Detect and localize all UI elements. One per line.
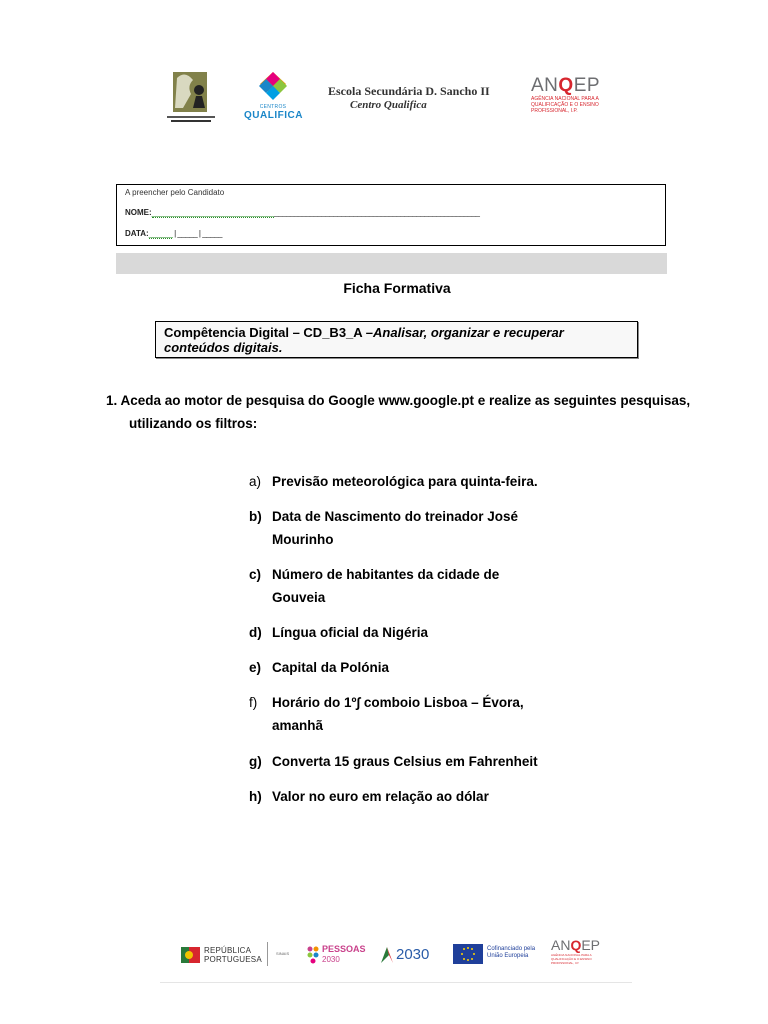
footer-anqep-subtitle: AGÊNCIA NACIONAL PARA A QUALIFICAÇÃO E O ENSINO PROFISSIONAL, I.P. [551, 953, 592, 965]
item-text: Número de habitantes da cidade de [272, 567, 500, 582]
pessoas-dots-icon [306, 945, 320, 965]
item-label: e) [249, 660, 262, 675]
agrupamento-logo [163, 68, 219, 124]
cq-small-text: CENTROS [259, 104, 287, 110]
list-item [249, 785, 569, 808]
centro-qualifica-logo [244, 70, 302, 126]
school-line1: Escola Secundária D. Sancho II [328, 84, 490, 98]
footer-anqep-logo [551, 938, 631, 965]
eu-flag-icon [453, 944, 483, 964]
list-item [249, 563, 569, 609]
item-text: Converta 15 graus Celsius em Fahrenheit [272, 754, 538, 769]
item-label: d) [249, 625, 262, 640]
pessoas-text: PESSOAS [322, 944, 366, 954]
year-2030-text: 2030 [396, 946, 430, 963]
date-row[interactable] [125, 229, 222, 238]
item-label: a) [249, 474, 262, 489]
item-text: Capital da Polónia [272, 660, 390, 675]
portuguesa-text: PORTUGUESA [204, 955, 262, 964]
name-fill-green: _______________________________ [151, 208, 275, 217]
footer-anqep-pre: AN [551, 937, 571, 953]
anqep-subtitle: AGÊNCIA NACIONAL PARA A QUALIFICAÇÃO E O ENSINO PROFISSIONAL, I.P. [531, 96, 599, 114]
portugal-2030-logo [379, 944, 435, 966]
candidate-box [116, 184, 666, 246]
footer-anqep-post: EP [581, 937, 601, 953]
republica-portuguesa-logo [180, 944, 264, 966]
document-title: Ficha Formativa [343, 280, 451, 296]
name-fill: ____________________________________________________ [274, 208, 480, 217]
anqep-pre: AN [531, 75, 559, 96]
item-text-line2: amanhã [272, 718, 324, 733]
item-text: Previsão meteorológica para quinta-feira. [272, 474, 538, 489]
name-row[interactable] [125, 208, 479, 217]
date-fill-green: ______ [148, 229, 173, 238]
item-label: b) [249, 509, 262, 524]
list-item [249, 656, 569, 679]
pessoas-year: 2030 [322, 955, 340, 964]
item-label: h) [249, 789, 262, 804]
republica-flag-icon [180, 944, 202, 966]
eu-text: Cofinanciado pela União Europeia [487, 946, 536, 959]
item-label: f) [249, 695, 258, 710]
question-1 [106, 389, 736, 435]
competence-prefix: Compêtencia Digital – CD_B3_A – [164, 325, 374, 340]
footer-small-text: SINAIS [276, 951, 290, 956]
item-label: g) [249, 754, 262, 769]
item-text: Língua oficial da Nigéria [272, 625, 429, 640]
item-text: Data de Nascimento do treinador José [272, 509, 519, 524]
anqep-q: Q [558, 75, 574, 96]
item-text-line2: Mourinho [272, 532, 334, 547]
footer-anqep-q: Q [570, 937, 582, 953]
question-1-line2: utilizando os filtros: [129, 416, 258, 431]
school-name [328, 84, 508, 111]
competence-box [155, 321, 638, 358]
footer-logos [160, 930, 632, 983]
pessoas-2030-logo [306, 943, 366, 967]
item-text: Horário do 1º∫ comboio Lisboa – Évora, [272, 695, 524, 710]
name-label: NOME: [125, 208, 152, 217]
item-label: c) [249, 567, 262, 582]
list-item [249, 470, 569, 493]
anqep-logo [531, 76, 631, 114]
date-fill: | _____ | _____ [172, 229, 222, 238]
portugal-2030-icon [379, 945, 395, 965]
date-label: DATA: [125, 229, 149, 238]
question-1-line1: 1. Aceda ao motor de pesquisa do Google www.google.pt e realize as seguintes pesquisas, [106, 393, 691, 408]
item-text: Valor no euro em relação ao dólar [272, 789, 489, 804]
republica-text: REPÚBLICA [204, 946, 252, 955]
school-line2: Centro Qualifica [350, 99, 427, 111]
list-item [249, 750, 569, 773]
eu-cofinanced-logo [453, 944, 541, 964]
anqep-post: EP [573, 75, 601, 96]
candidate-box-title: A preencher pelo Candidato [125, 188, 225, 197]
cq-big-text: QUALIFICA [244, 110, 303, 121]
list-item [249, 505, 569, 551]
footer-separator [267, 942, 268, 966]
item-text-line2: Gouveia [272, 590, 326, 605]
list-item [249, 691, 569, 737]
competence-italic: Analisar, organizar e recuperar conteúdos digitais. [164, 325, 564, 355]
grey-divider-bar [116, 253, 667, 274]
list-item [249, 621, 569, 644]
